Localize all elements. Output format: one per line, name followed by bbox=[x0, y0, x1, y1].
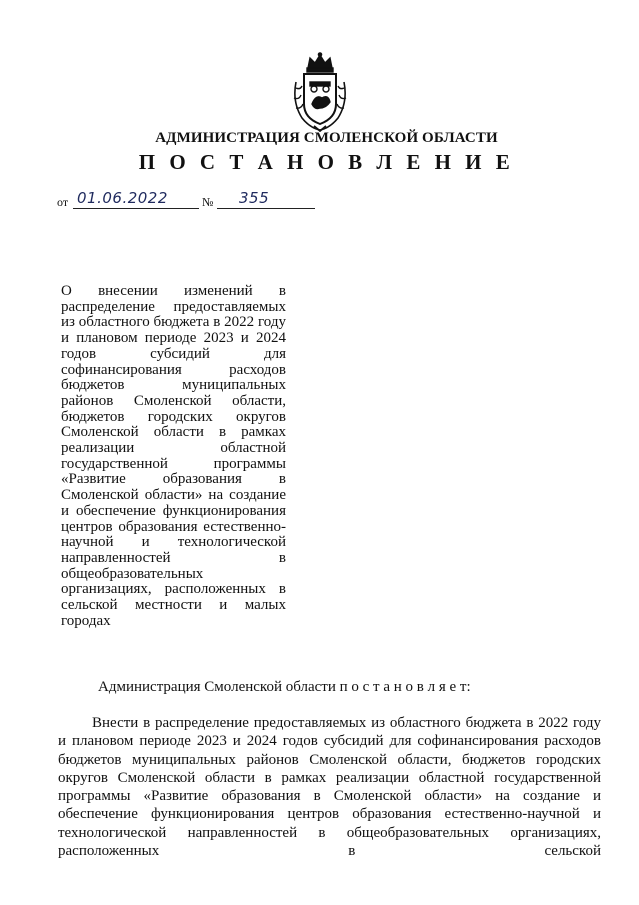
subject-text: О внесении изменений в распределение предоставляемых из областного бюджета в 2022 году и плановом периоде 2023 и 2024 годов субсидий для софинансирования расходов бюджетов муниципальных районов Смоленской области, бюджетов городских округов Смоленской области в рамках реализации областной государственной программы «Развитие образования в Смоленской области» на создание и обеспечение функционирования центров образования естественно-научной и технологической направленностей в общеобразовательных организациях, расположенных в сельской местности и малых городах bbox=[61, 283, 286, 629]
preamble-text: Администрация Смоленской области п о с т а н о в л я е т: bbox=[98, 679, 471, 695]
document-type-title: П О С Т А Н О В Л Е Н И Е bbox=[138, 150, 515, 174]
organization-title: АДМИНИСТРАЦИЯ СМОЛЕНСКОЙ ОБЛАСТИ bbox=[155, 130, 498, 146]
number-prefix-label: № bbox=[202, 195, 214, 209]
handwritten-number: 355 bbox=[239, 189, 270, 207]
handwritten-date: 01.06.2022 bbox=[77, 189, 168, 207]
date-field bbox=[73, 190, 199, 209]
body-paragraph: Внести в распределение предоставляемых из областного бюджета в 2022 году и плановом периоде 2023 и 2024 годов субсидий для софинансирования расходов бюджетов муниципальных районов Смоленской области, бюджетов городских округов Смоленской области в рамках реализации областной государственной программы «Развитие образования в Смоленской области» на создание и обеспечение функционирования центров образования естественно-научной и технологической направленностей в общеобразовательных организациях, расположенных в сельской bbox=[58, 715, 601, 860]
coat-of-arms-emblem bbox=[288, 52, 352, 132]
document-subject bbox=[61, 284, 286, 629]
number-field bbox=[217, 190, 315, 209]
date-prefix-label: от bbox=[57, 195, 69, 209]
document-body bbox=[58, 714, 601, 860]
